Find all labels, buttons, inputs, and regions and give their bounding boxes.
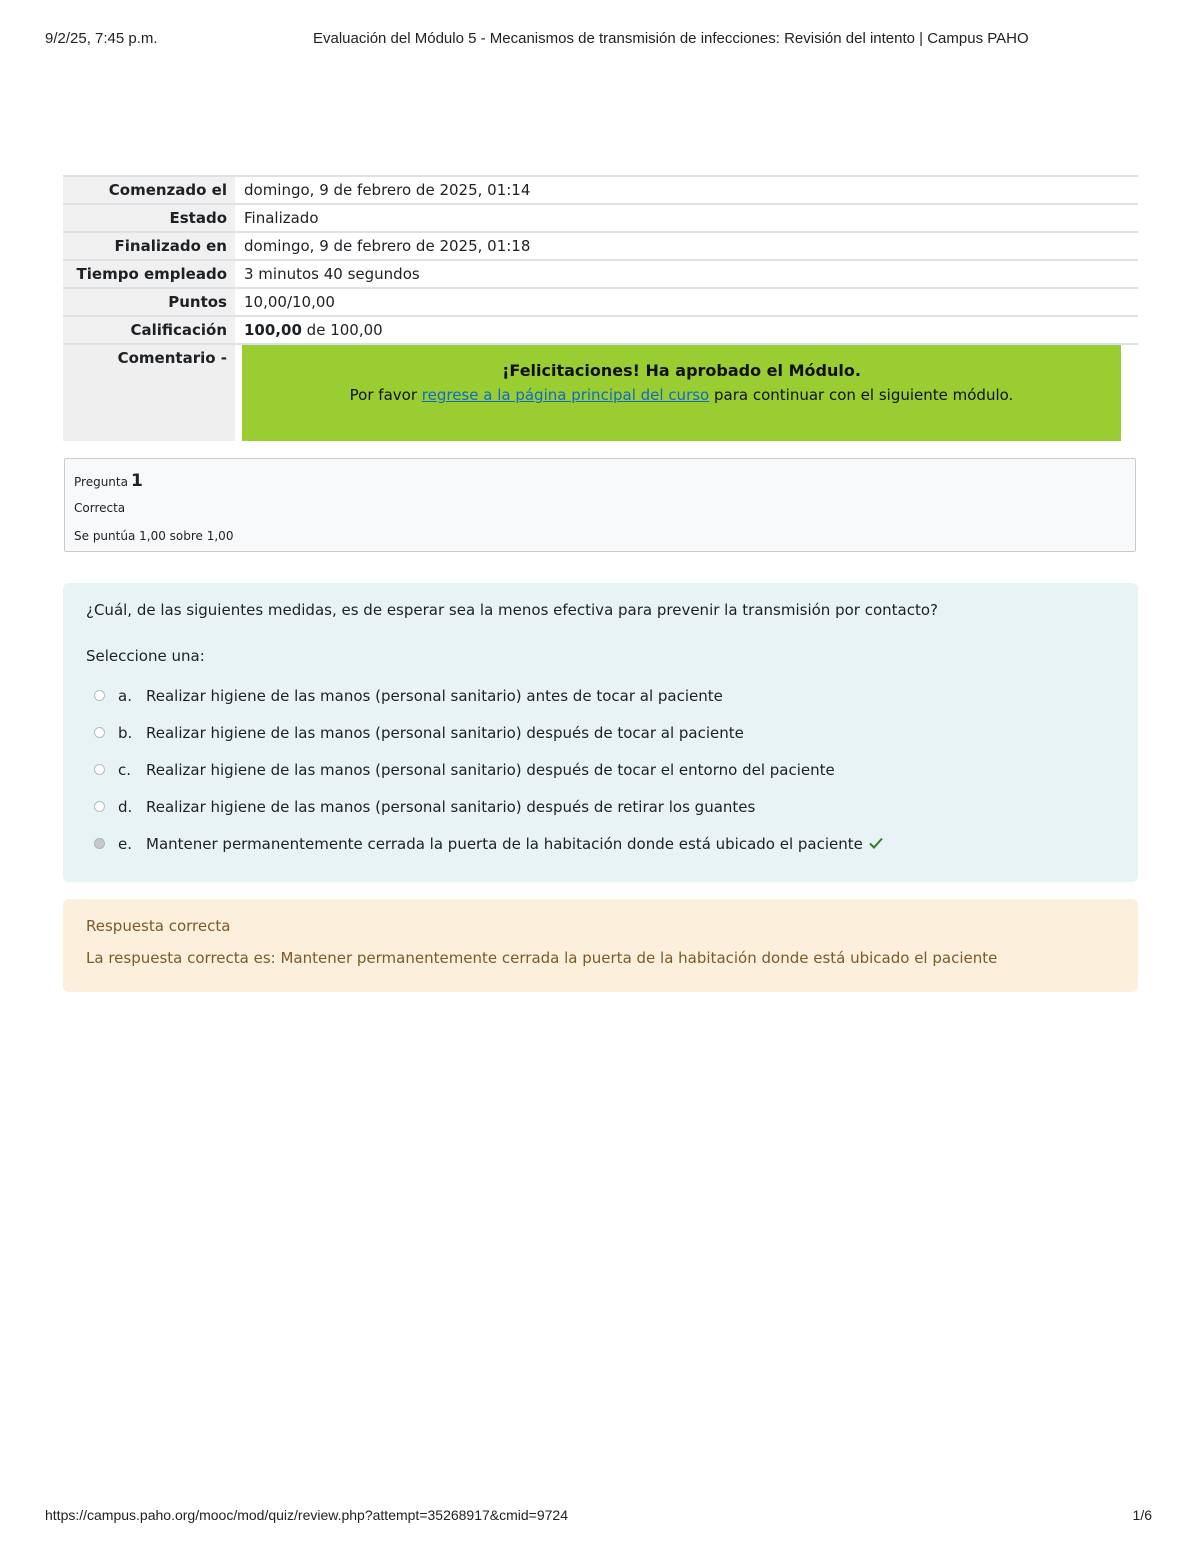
check-icon [869,835,883,853]
answer-option-a[interactable] [94,677,883,714]
radio-button[interactable] [94,690,105,701]
question-grade: Se puntúa 1,00 sobre 1,00 [74,529,234,543]
print-url: https://campus.paho.org/mooc/mod/quiz/review.php?attempt=35268917&cmid=9724 [45,1507,568,1523]
congratulations-banner [242,345,1121,441]
question-formulation [63,583,1138,882]
correct-answer-text: La respuesta correcta es: Mantener permanentemente cerrada la puerta de la habitación donde está ubicado el paciente [86,949,998,967]
option-letter: c. [118,760,132,779]
option-letter: a. [118,686,132,705]
print-header [45,30,1155,50]
question-state: Correcta [74,501,126,515]
summary-label: Finalizado en [63,232,235,260]
comment-row [63,344,1138,441]
summary-row [63,176,1138,204]
question-number-value: 1 [130,471,143,491]
feedback-text-before: Por favor [349,386,417,404]
answer-option-d[interactable] [94,788,883,825]
print-page-number: 1/6 [1132,1507,1152,1523]
grade-label: Calificación [63,316,235,344]
option-text: Realizar higiene de las manos (personal sanitario) después de tocar al paciente [146,723,744,742]
attempt-summary-table [63,175,1138,441]
grade-value: 100,00 [244,321,302,339]
question-text: ¿Cuál, de las siguientes medidas, es de esperar sea la menos efectiva para prevenir la transmisión por contacto? [86,601,938,619]
summary-value: domingo, 9 de febrero de 2025, 01:18 [235,232,1138,260]
option-letter: e. [118,834,132,853]
summary-label: Tiempo empleado [63,260,235,288]
summary-value: 3 minutos 40 segundos [235,260,1138,288]
congratulations-text [242,386,1121,404]
summary-value: domingo, 9 de febrero de 2025, 01:14 [235,176,1138,204]
option-text: Realizar higiene de las manos (personal sanitario) antes de tocar al paciente [146,686,723,705]
summary-label: Puntos [63,288,235,316]
question-info-box [64,458,1136,552]
answer-outcome-box [63,899,1138,992]
comment-cell [235,344,1138,441]
comment-label: Comentario - [63,344,235,441]
course-home-link[interactable]: regrese a la página principal del curso [421,386,710,404]
print-date: 9/2/25, 7:45 p.m. [45,30,158,47]
answer-prompt: Seleccione una: [86,647,205,665]
grade-max: de 100,00 [306,321,383,339]
summary-row [63,288,1138,316]
question-number [74,471,143,491]
option-letter: d. [118,797,133,816]
option-letter: b. [118,723,133,742]
answer-option-e[interactable] [94,825,883,862]
question-label: Pregunta [74,475,128,489]
summary-row [63,232,1138,260]
summary-value: 10,00/10,00 [235,288,1138,316]
radio-button[interactable] [94,764,105,775]
feedback-text-after: para continuar con el siguiente módulo. [714,386,1014,404]
option-text: Realizar higiene de las manos (personal sanitario) después de retirar los guantes [146,797,756,816]
option-text: Mantener permanentemente cerrada la puerta de la habitación donde está ubicado el paciente [146,834,863,853]
summary-label: Estado [63,204,235,232]
radio-button-selected[interactable] [94,838,105,849]
summary-value: Finalizado [235,204,1138,232]
congratulations-title: ¡Felicitaciones! Ha aprobado el Módulo. [502,361,861,380]
option-text: Realizar higiene de las manos (personal sanitario) después de tocar el entorno del paciente [146,760,835,779]
print-page-title: Evaluación del Módulo 5 - Mecanismos de transmisión de infecciones: Revisión del intento | Campus PAHO [313,30,1029,47]
summary-row [63,204,1138,232]
outcome-heading: Respuesta correcta [86,917,231,935]
answer-options [94,677,883,862]
answer-option-b[interactable] [94,714,883,751]
radio-button[interactable] [94,801,105,812]
summary-row [63,260,1138,288]
radio-button[interactable] [94,727,105,738]
answer-option-c[interactable] [94,751,883,788]
grade-value-cell [235,316,1138,344]
grade-row [63,316,1138,344]
summary-label: Comenzado el [63,176,235,204]
